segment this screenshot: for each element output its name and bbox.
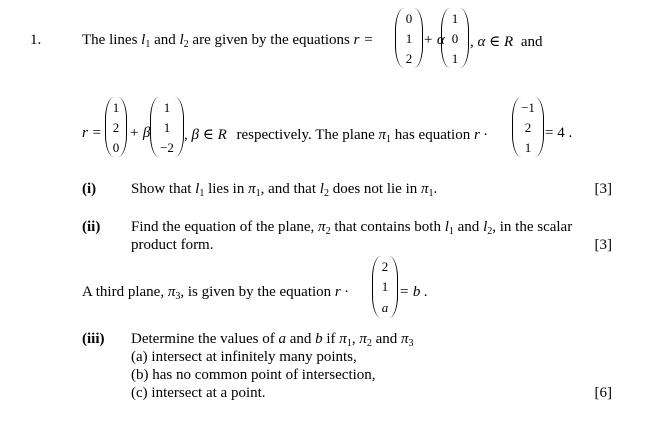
question-number: 1. — [30, 32, 42, 48]
vector-c — [105, 97, 127, 157]
vec-entry: 0 — [451, 30, 459, 46]
vec-entry: 1 — [451, 10, 459, 26]
part-i-text — [131, 181, 437, 199]
pi-symbol: π — [378, 127, 387, 143]
var-l: l — [179, 32, 184, 48]
part-iii-marks: [6] — [594, 385, 612, 401]
part-ii-label: (ii) — [82, 219, 101, 235]
vec-entry: 1 — [524, 139, 532, 155]
vector-d — [150, 97, 184, 157]
text: does not lie in — [332, 181, 418, 197]
equals-b — [399, 284, 428, 301]
text: , and that — [260, 181, 317, 197]
subscript: 2 — [323, 188, 329, 199]
text: lies in — [208, 181, 245, 197]
vec-entry: 1 — [163, 99, 171, 115]
r-dot: r · — [334, 284, 349, 300]
subscript: 1 — [199, 188, 205, 199]
subscript: 2 — [366, 338, 372, 349]
text: and — [154, 32, 176, 48]
part-i-label: (i) — [82, 181, 97, 197]
subscript: 1 — [255, 188, 261, 199]
var-a: a — [278, 331, 286, 347]
subscript: 1 — [448, 226, 454, 237]
part-iii-intro: Determine the values of a and b if $\pi_1$, $\pi_2$ and $\pi_3$ — [131, 331, 414, 349]
r-dot: r · — [473, 127, 488, 143]
subscript: 1 — [386, 134, 392, 145]
var-l: l — [444, 219, 449, 235]
equals-4: = 4 . — [545, 125, 573, 141]
vec-entry: 1 — [163, 119, 171, 135]
pi-symbol: π — [167, 284, 176, 300]
part-i-marks: [3] — [594, 181, 612, 197]
subscript: 1 — [145, 39, 151, 50]
text: Show that — [131, 181, 192, 197]
text: = b . — [399, 284, 428, 300]
line1-text — [82, 32, 373, 50]
vec-entry: −2 — [160, 139, 174, 155]
vec-entry: 1 — [381, 279, 389, 295]
vec-entry: 0 — [405, 10, 413, 26]
pi-symbol: π — [248, 181, 256, 197]
vec-entry: 2 — [524, 119, 532, 135]
part-ii-marks: [3] — [594, 237, 612, 253]
text: , is given by the equation — [180, 284, 332, 300]
beta-in-r: , β ∈ R — [184, 127, 227, 143]
vector-b — [441, 8, 469, 68]
r-equals: r = — [82, 125, 102, 141]
text: are given by the equations — [192, 32, 350, 48]
text: and — [457, 219, 480, 235]
subscript: 3 — [408, 338, 414, 349]
var-l: l — [319, 181, 324, 197]
plus-alpha: + α — [423, 32, 445, 48]
subscript: 2 — [487, 226, 493, 237]
var-l: l — [141, 32, 146, 48]
subscript: 2 — [183, 39, 189, 50]
var-l: l — [483, 219, 488, 235]
alpha-in-r: , α ∈ R — [470, 34, 514, 50]
line2-text — [184, 125, 487, 145]
part-iii-label: (iii) — [82, 331, 105, 347]
subscript: 3 — [175, 291, 181, 302]
option-c: (c) intersect at a point. — [131, 385, 266, 401]
text: The lines — [82, 32, 138, 48]
pi-symbol: π — [401, 331, 409, 347]
subscript: 1 — [428, 188, 434, 199]
pi-symbol: π — [339, 331, 347, 347]
option-a: (a) intersect at infinitely many points, — [131, 349, 357, 365]
text: , in the scalar — [492, 219, 573, 235]
alpha-domain — [470, 32, 543, 51]
normal-vector-3 — [372, 256, 398, 318]
pi-symbol: π — [421, 181, 429, 197]
third-plane-text — [82, 284, 348, 302]
part-ii-text — [131, 219, 572, 237]
plus-beta: + β — [129, 125, 151, 141]
subscript: 2 — [325, 226, 331, 237]
vec-entry: 1 — [405, 30, 413, 46]
text: that contains both — [334, 219, 441, 235]
text: if — [326, 331, 336, 347]
text: and — [289, 331, 312, 347]
vec-entry: 2 — [405, 50, 413, 66]
var-l: l — [195, 181, 200, 197]
r-equals: r = — [353, 32, 374, 48]
vec-entry: 0 — [112, 139, 120, 155]
pi-symbol: π — [359, 331, 367, 347]
vector-a — [395, 8, 423, 68]
vec-entry: −1 — [521, 99, 535, 115]
part-ii-text-line2: product form. — [131, 237, 214, 253]
text: . — [433, 181, 438, 197]
vec-entry: 1 — [451, 50, 459, 66]
text: Determine the values of — [131, 331, 275, 347]
text: and — [520, 34, 543, 50]
var-b: b — [315, 331, 323, 347]
vec-entry: a — [381, 300, 389, 316]
text: Find the equation of the plane, — [131, 219, 315, 235]
vec-entry: 2 — [381, 258, 389, 274]
vec-entry: 2 — [112, 119, 120, 135]
text: has equation — [394, 127, 471, 143]
text: respectively. The plane — [236, 127, 375, 143]
vec-entry: 1 — [112, 99, 120, 115]
option-b: (b) has no common point of intersection, — [131, 367, 376, 383]
pi-symbol: π — [318, 219, 326, 235]
normal-vector-1 — [512, 97, 544, 157]
text: A third plane, — [82, 284, 165, 300]
text: and — [375, 331, 398, 347]
subscript: 1 — [346, 338, 352, 349]
